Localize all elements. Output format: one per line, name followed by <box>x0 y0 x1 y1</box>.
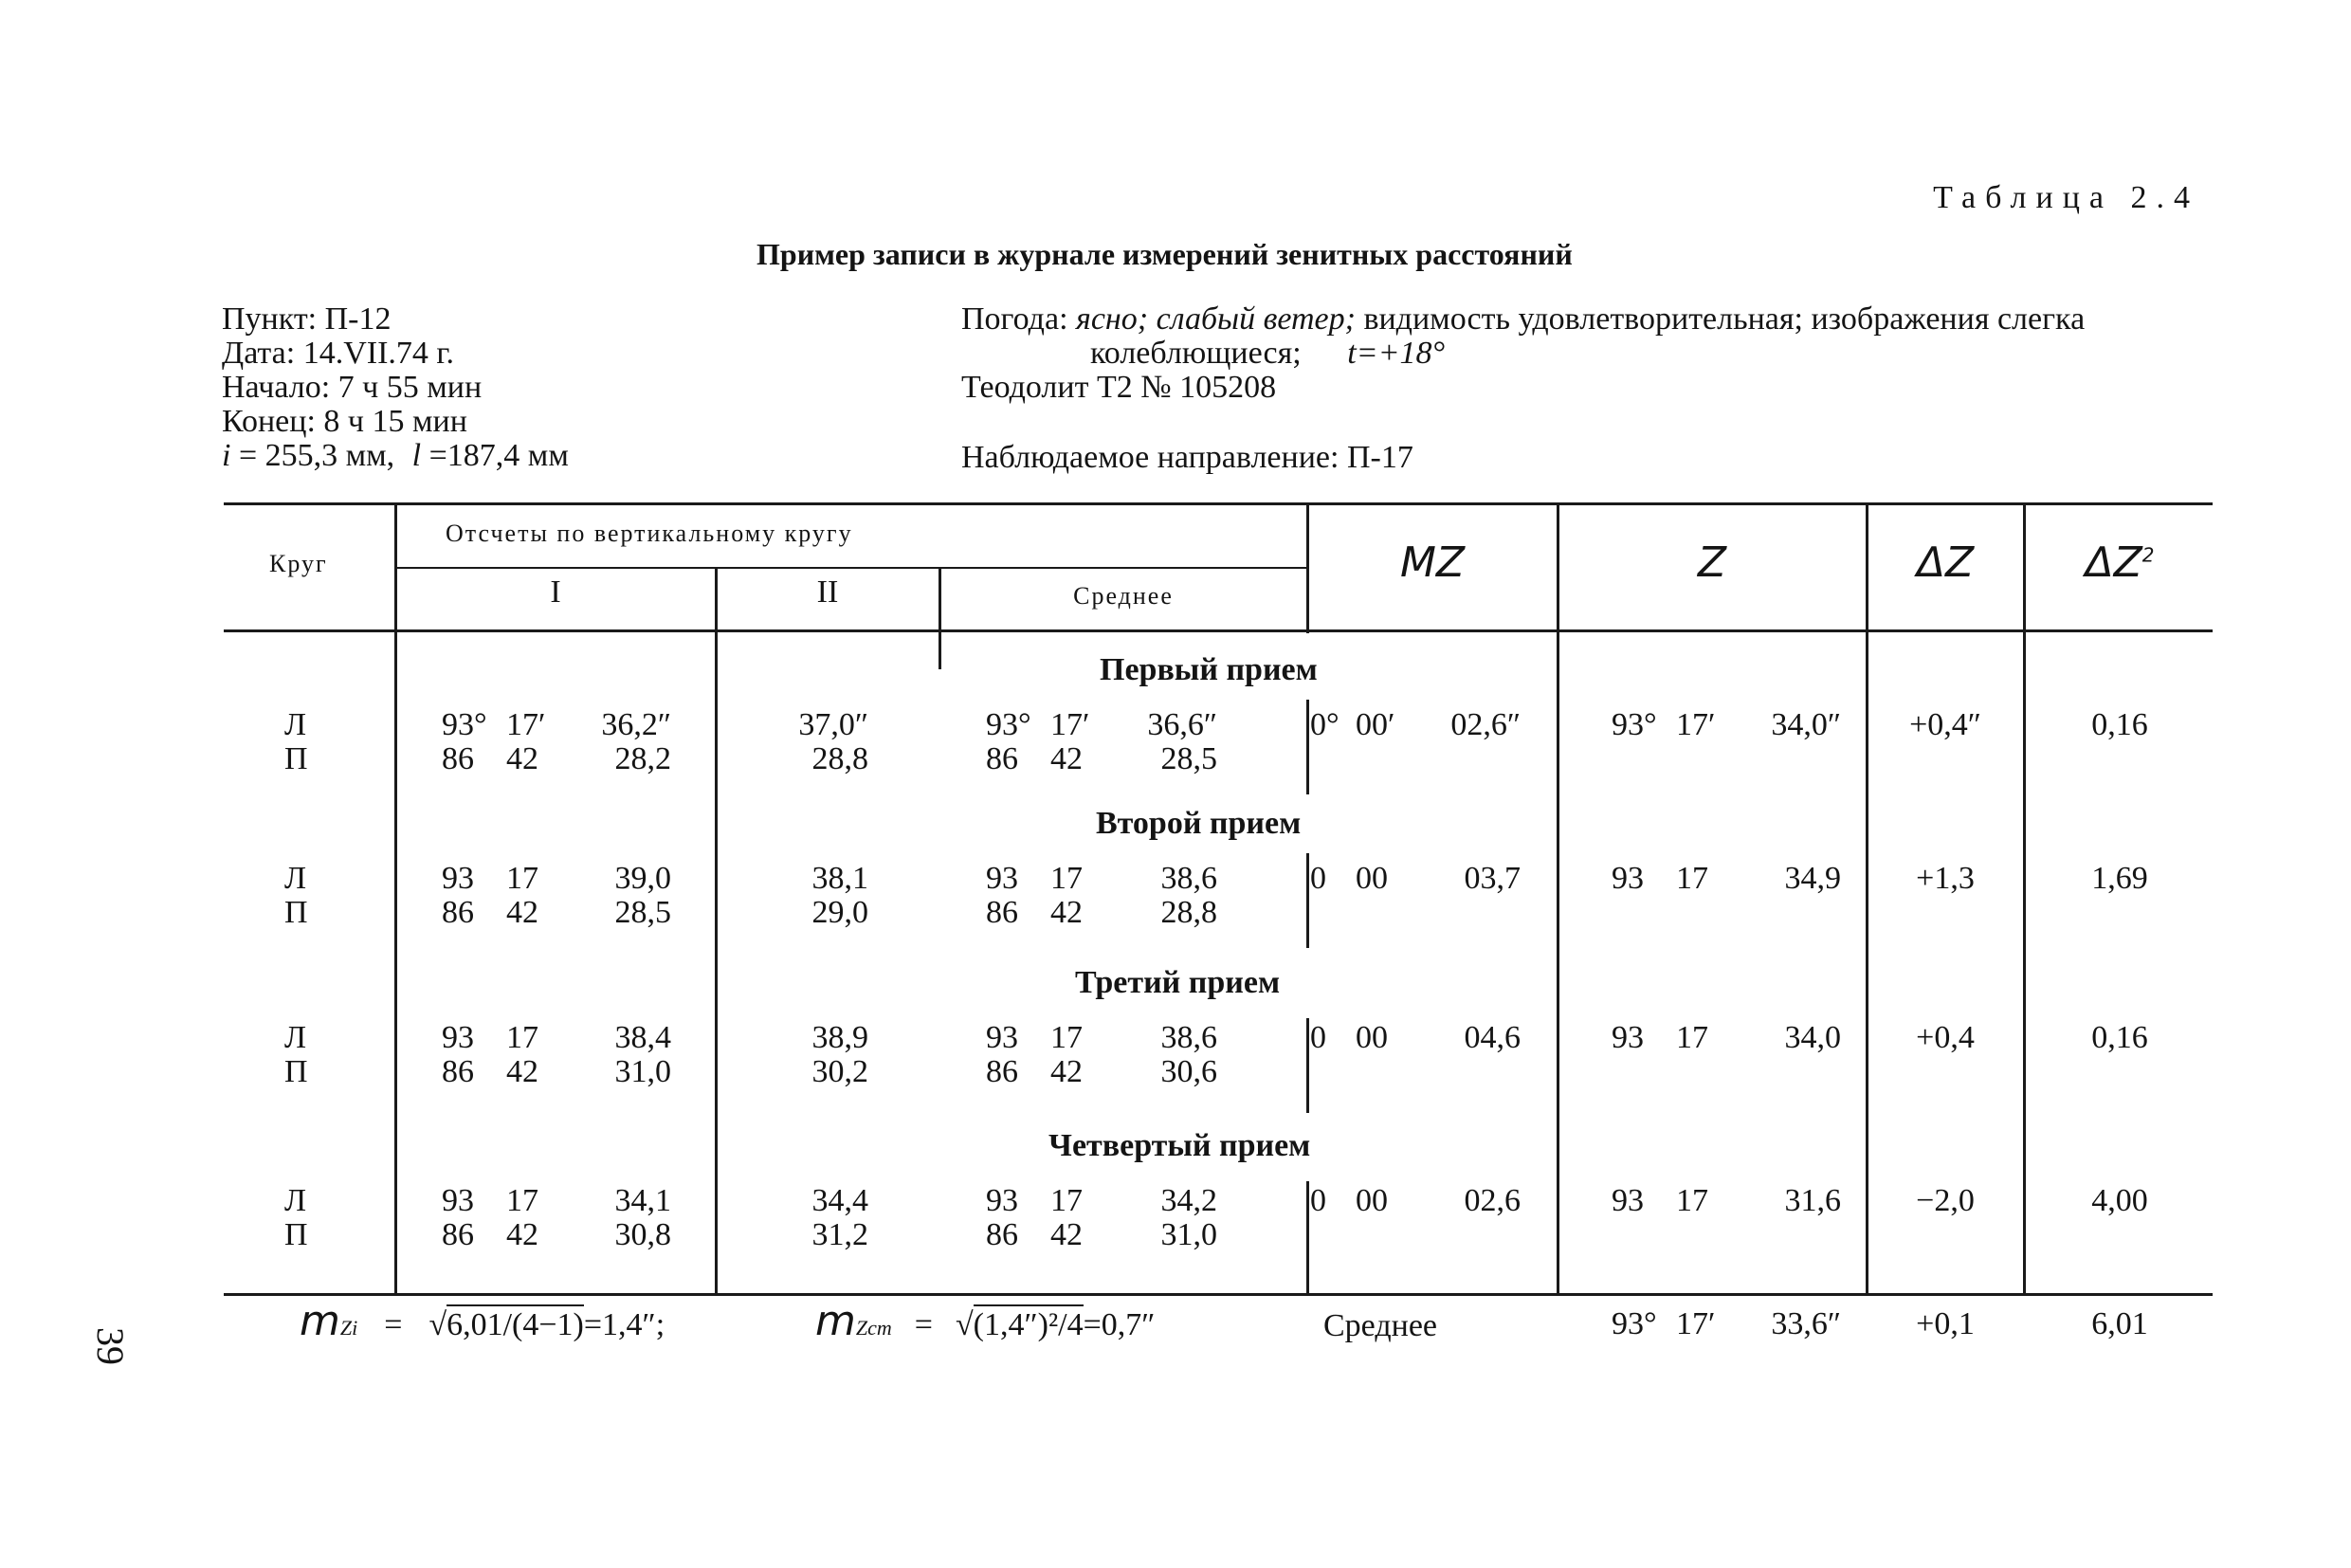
cell-z-d: 93 <box>1612 1183 1644 1218</box>
meta-instrument-heights <box>222 438 569 474</box>
vline-I <box>715 567 718 1295</box>
table-title: Пример записи в журнале измерений зенитных расстояний <box>756 237 1573 271</box>
cell-II: 34,4 <box>811 1183 868 1218</box>
cell-dz: +1,3 <box>1916 861 1975 896</box>
table-top-rule <box>224 502 2213 505</box>
equals: = <box>384 1307 403 1342</box>
footer-z-min: 17′ <box>1676 1306 1716 1341</box>
vline-mean-g4 <box>1306 1181 1309 1295</box>
footer-dz: +0,1 <box>1916 1306 1975 1341</box>
cell-I-d: 93 <box>442 1020 474 1055</box>
header-bottom-rule <box>224 629 2213 632</box>
cell-M-s: 34,2 <box>1160 1183 1217 1218</box>
meta-point: Пункт: П-12 <box>222 301 392 337</box>
cell-M-m: 42 <box>1050 895 1083 930</box>
vline-mean-g1 <box>1306 700 1309 794</box>
cell-z-s: 34,0 <box>1784 1020 1841 1055</box>
header-dz2 <box>2025 538 2214 587</box>
meta-weather <box>961 301 2085 337</box>
cell-mz-s: 02,6″ <box>1450 707 1521 742</box>
cell-circle: Л <box>284 707 307 742</box>
vline-z <box>1866 504 1868 1295</box>
cell-I-d: 86 <box>442 1054 474 1089</box>
cell-mz-d: 0 <box>1310 1020 1326 1055</box>
cell-I-s: 28,5 <box>614 895 671 930</box>
cell-circle: Л <box>284 861 307 896</box>
m-st-subsubscript: ст <box>867 1316 892 1340</box>
cell-II: 30,2 <box>811 1054 868 1089</box>
cell-M-m: 42 <box>1050 1054 1083 1089</box>
cell-I-d: 86 <box>442 1217 474 1252</box>
cell-mz-m: 00 <box>1356 1020 1388 1055</box>
cell-mz-m: 00 <box>1356 861 1388 896</box>
cell-circle: Л <box>284 1020 307 1055</box>
page-number: 39 <box>89 1327 132 1365</box>
cell-I-m: 17′ <box>506 707 546 742</box>
m-subscript: Z <box>339 1316 353 1340</box>
cell-z-s: 31,6 <box>1784 1183 1841 1218</box>
readings-subrule <box>396 567 1308 569</box>
cell-I-d: 86 <box>442 895 474 930</box>
meta-end: Конец: 8 ч 15 мин <box>222 404 467 439</box>
cell-z-m: 17 <box>1676 1183 1708 1218</box>
cell-z-d: 93 <box>1612 861 1644 896</box>
cell-M-s: 28,5 <box>1160 741 1217 776</box>
vline-mean-g2 <box>1306 853 1309 948</box>
cell-I-m: 42 <box>506 1217 538 1252</box>
cell-circle: П <box>284 895 308 930</box>
header-dz2-exp: 2 <box>2141 543 2155 567</box>
footer-z-deg: 93° <box>1612 1306 1657 1341</box>
header-dz: ΔZ <box>1916 538 1975 587</box>
cell-mz-m: 00′ <box>1356 707 1395 742</box>
cell-M-d: 93° <box>986 707 1031 742</box>
cell-mz-m: 00 <box>1356 1183 1388 1218</box>
header-mean: Среднее <box>1073 582 1174 610</box>
vline-circle <box>394 504 397 1295</box>
cell-M-s: 31,0 <box>1160 1217 1217 1252</box>
cell-M-d: 86 <box>986 895 1018 930</box>
temperature: t=+18° <box>1347 336 1446 371</box>
cell-dz2: 1,69 <box>2091 861 2148 896</box>
header-dz2-base: ΔZ <box>2085 538 2142 587</box>
l-symbol: l <box>411 438 422 473</box>
cell-dz: −2,0 <box>1916 1183 1975 1218</box>
cell-II: 31,2 <box>811 1217 868 1252</box>
m-st-subscript: Z <box>855 1316 868 1340</box>
footer-rule <box>224 1293 2213 1296</box>
cell-mz-d: 0 <box>1310 861 1326 896</box>
vline-II-body <box>939 631 941 669</box>
cell-I-d: 93 <box>442 861 474 896</box>
cell-I-m: 17 <box>506 861 538 896</box>
group-title: Четвертый прием <box>1048 1128 1311 1163</box>
footer-dz2: 6,01 <box>2091 1306 2148 1341</box>
cell-II: 38,9 <box>811 1020 868 1055</box>
cell-mz-d: 0° <box>1310 707 1340 742</box>
table-label: Таблица 2.4 <box>1933 180 2199 215</box>
weather-wind: слабый ветер; <box>1156 301 1356 337</box>
vline-dz <box>2023 504 2026 1295</box>
meta-start: Начало: 7 ч 55 мин <box>222 370 483 405</box>
cell-M-s: 36,6″ <box>1147 707 1217 742</box>
radical-sign-st: √ <box>955 1307 974 1342</box>
group-title: Первый прием <box>1100 652 1318 687</box>
i-symbol: i <box>222 438 231 473</box>
cell-I-s: 31,0 <box>614 1054 671 1089</box>
cell-circle: П <box>284 1054 308 1089</box>
cell-M-d: 93 <box>986 861 1018 896</box>
cell-I-d: 93 <box>442 1183 474 1218</box>
cell-dz2: 4,00 <box>2091 1183 2148 1218</box>
cell-II: 29,0 <box>811 895 868 930</box>
formula-mz-single <box>300 1297 665 1345</box>
cell-M-m: 17 <box>1050 1020 1083 1055</box>
cell-z-d: 93 <box>1612 1020 1644 1055</box>
cell-II: 28,8 <box>811 741 868 776</box>
cell-I-m: 42 <box>506 741 538 776</box>
cell-I-s: 36,2″ <box>601 707 671 742</box>
cell-z-m: 17 <box>1676 1020 1708 1055</box>
formula-mz-mean <box>815 1297 1155 1345</box>
weather-clear: ясно; <box>1076 301 1149 337</box>
cell-M-m: 42 <box>1050 1217 1083 1252</box>
cell-I-m: 42 <box>506 895 538 930</box>
group-title: Третий прием <box>1075 965 1281 1000</box>
cell-M-d: 93 <box>986 1020 1018 1055</box>
cell-I-m: 42 <box>506 1054 538 1089</box>
cell-M-m: 17 <box>1050 1183 1083 1218</box>
weather-rest: видимость удовлетворительная; изображения слегка <box>1363 301 2086 337</box>
cell-I-m: 17 <box>506 1020 538 1055</box>
l-value: =187,4 мм <box>428 438 569 473</box>
radicand: 6,01/(4−1) <box>447 1304 584 1342</box>
cell-I-d: 93° <box>442 707 487 742</box>
weather-line2: колеблющиеся; <box>1090 336 1302 371</box>
cell-mz-s: 02,6 <box>1464 1183 1521 1218</box>
cell-z-s: 34,9 <box>1784 861 1841 896</box>
meta-weather-line2 <box>1090 336 1445 372</box>
footer-z-sec: 33,6″ <box>1771 1306 1841 1341</box>
cell-I-d: 86 <box>442 741 474 776</box>
cell-I-s: 30,8 <box>614 1217 671 1252</box>
cell-I-s: 38,4 <box>614 1020 671 1055</box>
footer-mean-label: Среднее <box>1323 1308 1437 1343</box>
cell-M-m: 17 <box>1050 861 1083 896</box>
meta-date: Дата: 14.VII.74 г. <box>222 336 455 371</box>
meta-theodolite: Теодолит Т2 № 105208 <box>961 370 1277 405</box>
cell-II: 37,0″ <box>798 707 868 742</box>
cell-circle: П <box>284 1217 308 1252</box>
radical-sign: √ <box>428 1307 447 1342</box>
cell-I-m: 17 <box>506 1183 538 1218</box>
mz-result: =1,4″; <box>583 1307 665 1342</box>
cell-I-s: 39,0 <box>614 861 671 896</box>
cell-dz: +0,4 <box>1916 1020 1975 1055</box>
cell-M-d: 86 <box>986 741 1018 776</box>
cell-circle: Л <box>284 1183 307 1218</box>
cell-M-d: 93 <box>986 1183 1018 1218</box>
cell-z-m: 17 <box>1676 861 1708 896</box>
cell-z-s: 34,0″ <box>1771 707 1841 742</box>
cell-II: 38,1 <box>811 861 868 896</box>
group-title: Второй прием <box>1096 806 1302 841</box>
m-symbol-st: m <box>815 1297 856 1345</box>
cell-mz-s: 03,7 <box>1464 861 1521 896</box>
cell-circle: П <box>284 741 308 776</box>
cell-mz-s: 04,6 <box>1464 1020 1521 1055</box>
header-II: II <box>816 574 839 610</box>
cell-M-m: 42 <box>1050 741 1083 776</box>
cell-M-s: 38,6 <box>1160 861 1217 896</box>
cell-M-s: 28,8 <box>1160 895 1217 930</box>
header-I: I <box>550 574 561 610</box>
i-value: = 255,3 мм, <box>238 438 395 473</box>
vline-mean-g3 <box>1306 1018 1309 1113</box>
cell-I-s: 34,1 <box>614 1183 671 1218</box>
cell-dz2: 0,16 <box>2091 707 2148 742</box>
header-mz: MZ <box>1399 538 1466 587</box>
cell-dz: +0,4″ <box>1909 707 1981 742</box>
meta-direction: Наблюдаемое направление: П-17 <box>961 440 1413 475</box>
cell-z-m: 17′ <box>1676 707 1716 742</box>
cell-M-d: 86 <box>986 1217 1018 1252</box>
header-readings: Отсчеты по вертикальному кругу <box>446 520 853 547</box>
cell-M-m: 17′ <box>1050 707 1090 742</box>
equals-st: = <box>914 1307 933 1342</box>
header-z: Z <box>1697 538 1727 587</box>
vline-mz <box>1557 504 1559 1295</box>
cell-I-s: 28,2 <box>614 741 671 776</box>
cell-dz2: 0,16 <box>2091 1020 2148 1055</box>
cell-M-d: 86 <box>986 1054 1018 1089</box>
cell-M-s: 38,6 <box>1160 1020 1217 1055</box>
weather-label: Погода: <box>961 301 1068 337</box>
cell-mz-d: 0 <box>1310 1183 1326 1218</box>
cell-z-d: 93° <box>1612 707 1657 742</box>
m-symbol: m <box>300 1297 340 1345</box>
cell-M-s: 30,6 <box>1160 1054 1217 1089</box>
radicand-st: (1,4″)²/4 <box>974 1304 1084 1342</box>
mzst-result: =0,7″ <box>1083 1307 1156 1342</box>
m-subsubscript: i <box>352 1316 358 1340</box>
header-circle: Круг <box>269 550 328 577</box>
